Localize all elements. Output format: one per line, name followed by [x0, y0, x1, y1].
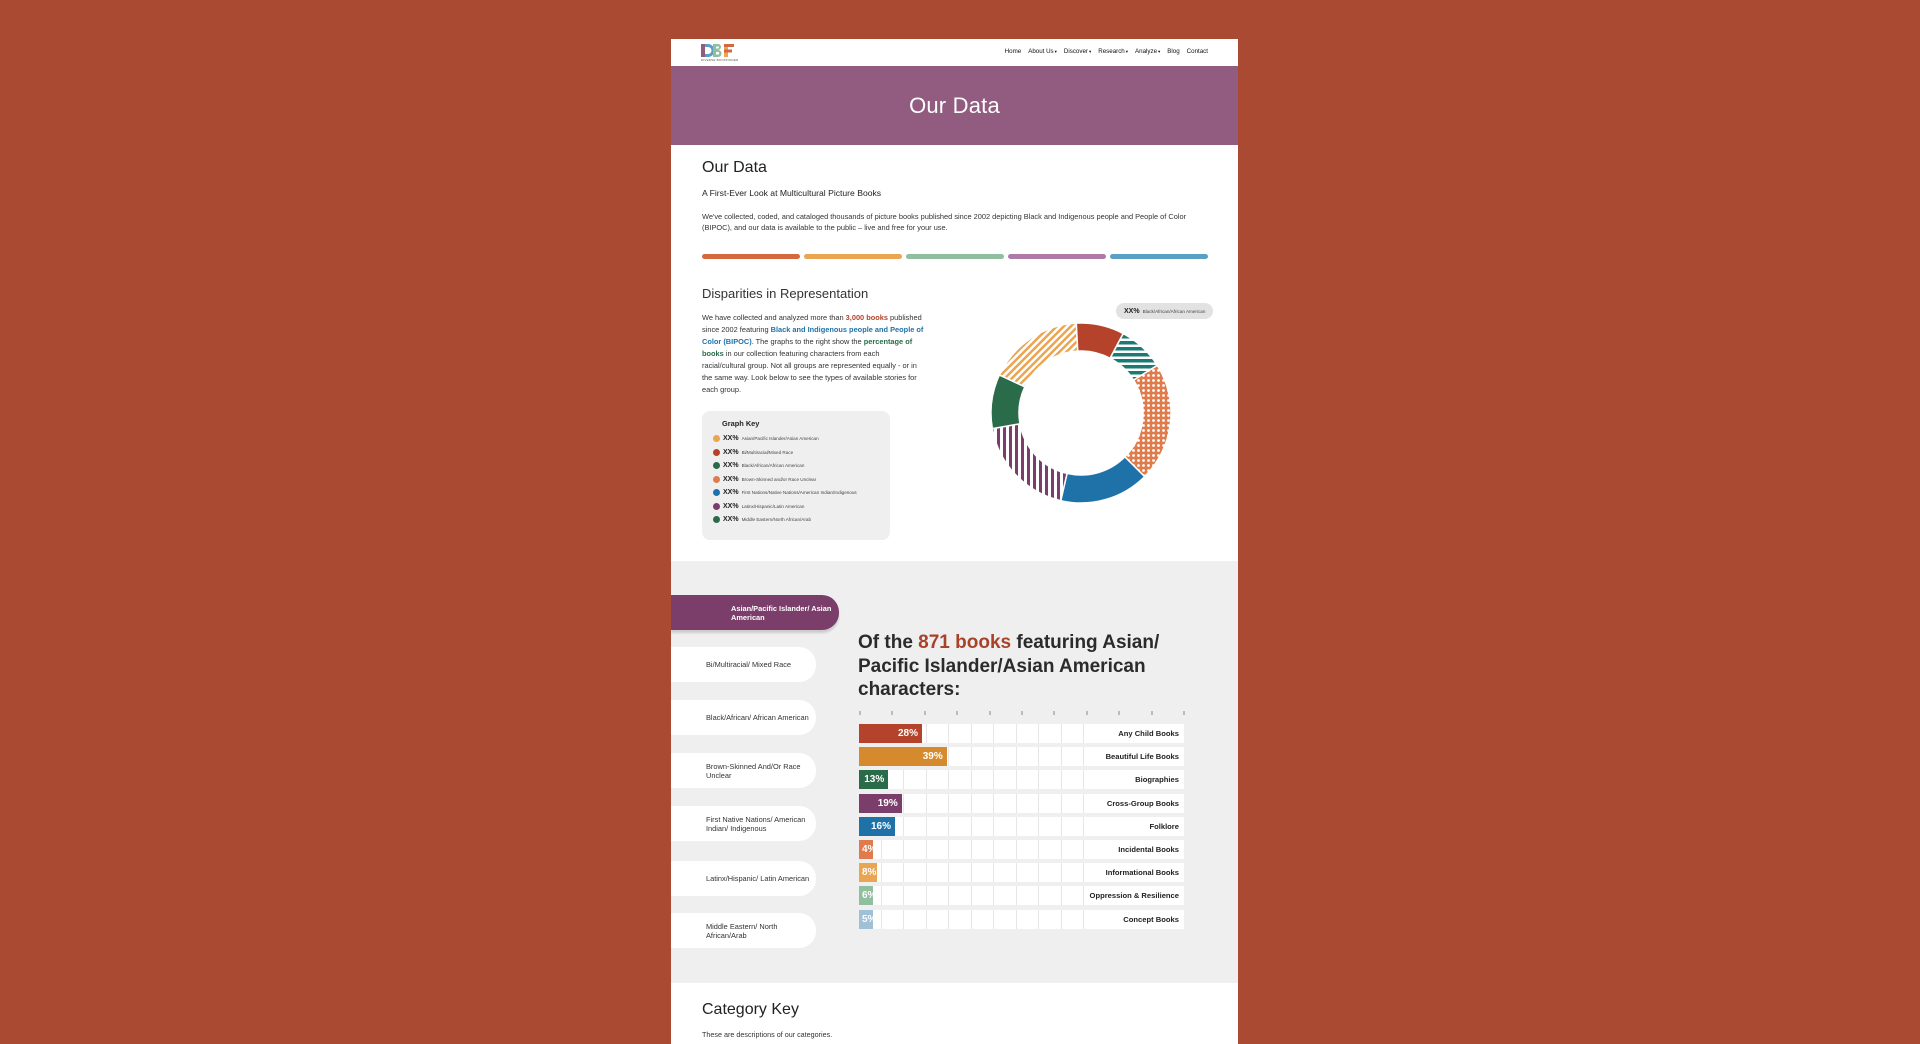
- group-tab-label: Middle Eastern/ North African/Arab: [706, 921, 778, 940]
- grid-cell: [994, 863, 1017, 882]
- bar-category-label: Beautiful Life Books: [1105, 752, 1179, 762]
- nav-item-label: About Us: [1028, 48, 1054, 55]
- bar-grid: [859, 910, 1084, 929]
- bipoc-highlight: Black and Indigenous people and People of Color (BIPOC): [702, 325, 924, 346]
- axis-tick: [1151, 711, 1153, 715]
- grid-cell: [1039, 886, 1062, 905]
- bar-category-label: Any Child Books: [1118, 729, 1179, 738]
- donut-slice-latinx[interactable]: [992, 424, 1067, 501]
- nav-item-label: Contact: [1186, 48, 1208, 55]
- bar-row: [859, 817, 1184, 836]
- bar-grid: [859, 840, 1084, 859]
- grid-cell: [949, 886, 972, 905]
- group-tab-label: Black/African/ African American: [706, 713, 809, 722]
- para-text-1: We have collected and analyzed more than: [702, 313, 846, 322]
- bar-value-label: 6%: [862, 890, 877, 902]
- grid-cell: [972, 817, 995, 836]
- grid-cell: [1039, 863, 1062, 882]
- nav-item-label: Research: [1098, 48, 1125, 55]
- grid-cell: [972, 747, 995, 766]
- stat-prefix: Of the: [858, 632, 919, 653]
- graph-key-list: [713, 432, 880, 527]
- grid-cell: [972, 910, 995, 929]
- grid-cell: [882, 886, 905, 905]
- grid-cell: [1017, 863, 1040, 882]
- group-tab-2[interactable]: [671, 647, 816, 682]
- donut-slice-brown-skinned[interactable]: [1125, 365, 1171, 476]
- group-tab-1[interactable]: [671, 595, 839, 630]
- group-tab-label: Brown-Skinned And/Or Race Unclear: [706, 761, 801, 780]
- disparities-paragraph: [702, 312, 924, 396]
- grid-cell: [927, 910, 950, 929]
- grid-cell: [904, 770, 927, 789]
- grid-cell: [994, 817, 1017, 836]
- grid-cell: [1017, 724, 1040, 743]
- group-tab-5[interactable]: [671, 806, 816, 841]
- page: [671, 39, 1238, 1044]
- grid-cell: [904, 817, 927, 836]
- bar-category-label: Biographies: [1135, 775, 1179, 785]
- grid-cell: [904, 794, 927, 813]
- caret-down-icon: ▾: [1158, 49, 1161, 54]
- grid-cell: [994, 794, 1017, 813]
- nav-item-home[interactable]: [1005, 48, 1022, 55]
- graph-key: [702, 411, 890, 540]
- grid-cell: [994, 724, 1017, 743]
- graph-key-item: [713, 446, 880, 460]
- bar[interactable]: [859, 863, 877, 882]
- bar-value-label: 19%: [877, 797, 898, 809]
- nav-item-blog[interactable]: [1167, 48, 1179, 55]
- bar-value-label: 13%: [864, 774, 885, 786]
- grid-cell: [949, 910, 972, 929]
- grid-cell: [1039, 910, 1062, 929]
- graph-key-label: Black/African/African American: [741, 463, 805, 469]
- grid-cell: [972, 794, 995, 813]
- stat-count: 871 books: [918, 632, 1012, 653]
- grid-cell: [1062, 910, 1085, 929]
- grid-cell: [949, 724, 972, 743]
- caret-down-icon: ▾: [1125, 49, 1128, 54]
- grid-cell: [1017, 910, 1040, 929]
- nav-item-label: Discover: [1063, 48, 1088, 55]
- grid-cell: [904, 910, 927, 929]
- caret-down-icon: ▾: [1088, 49, 1092, 54]
- nav-item-label: Blog: [1167, 48, 1180, 55]
- grid-cell: [1062, 817, 1085, 836]
- grid-cell: [1017, 840, 1040, 859]
- group-tab-label: Bi/Multiracial/ Mixed Race: [706, 660, 792, 669]
- tooltip-label: Black/African/African American: [1142, 308, 1206, 314]
- grid-cell: [1062, 863, 1085, 882]
- bar[interactable]: [859, 910, 877, 929]
- grid-cell: [1062, 724, 1085, 743]
- grid-cell: [949, 840, 972, 859]
- bar[interactable]: [859, 817, 895, 836]
- grid-cell: [1017, 770, 1040, 789]
- axis-tick: [1118, 711, 1120, 715]
- grid-cell: [972, 863, 995, 882]
- para-text-4: in our collection featuring characters from each racial/cultural group. Not all groups are represented equally - or in the same way. Look below to see the types of available stories for each group.: [702, 349, 917, 394]
- grid-cell: [1062, 770, 1085, 789]
- graph-key-label: Bi/Multiracial/Mixed Race: [741, 449, 794, 455]
- grid-cell: [1039, 770, 1062, 789]
- grid-cell: [1017, 817, 1040, 836]
- grid-cell: [927, 886, 950, 905]
- bar-row: [859, 886, 1184, 905]
- axis-tick: [924, 711, 926, 715]
- legend-dot-icon: [713, 462, 720, 469]
- grid-cell: [949, 770, 972, 789]
- graph-key-label: Asian/Pacific Islander/Asian American: [741, 436, 819, 442]
- percentage-highlight: percentage of books: [702, 337, 913, 358]
- grid-cell: [927, 817, 950, 836]
- intro-subheading: A First-Ever Look at Multicultural Picture Books: [702, 188, 882, 198]
- graph-key-title: Graph Key: [722, 419, 760, 428]
- intro-section: [671, 145, 1238, 233]
- grid-cell: [949, 863, 972, 882]
- books-count: 3,000 books: [845, 313, 888, 322]
- legend-dot-icon: [713, 449, 720, 456]
- nav-item-discover[interactable]: [1064, 48, 1091, 55]
- grid-cell: [1039, 817, 1062, 836]
- bar-value-label: 4%: [862, 844, 877, 855]
- graph-key-item: [713, 486, 880, 500]
- representation-donut-chart: [961, 293, 1201, 533]
- bar[interactable]: [859, 770, 888, 789]
- grid-cell: [1062, 747, 1085, 766]
- grid-cell: [1039, 724, 1062, 743]
- grid-cell: [927, 724, 950, 743]
- bar-category-label: Folklore: [1149, 821, 1179, 831]
- grid-cell: [994, 840, 1017, 859]
- grid-cell: [994, 910, 1017, 929]
- legend-dot-icon: [713, 489, 720, 496]
- grid-cell: [1039, 794, 1062, 813]
- caret-down-icon: ▾: [1054, 49, 1057, 54]
- bar-value-label: 39%: [922, 751, 943, 763]
- axis-tick: [859, 711, 861, 715]
- grid-cell: [1039, 840, 1062, 859]
- nav-item-contact[interactable]: [1187, 48, 1208, 55]
- bar[interactable]: [859, 794, 902, 813]
- category-bar-chart: [859, 711, 1187, 941]
- graph-key-item: [713, 473, 880, 487]
- intro-description: We've collected, coded, and cataloged thousands of picture books published since 2002 depicting Black and Indigenous people and People of Color (BIPOC), and our data is available to the public – live and free for your use.: [702, 212, 1187, 232]
- donut-slice-native[interactable]: [1061, 457, 1145, 503]
- bar-grid: [859, 886, 1084, 905]
- grid-cell: [949, 817, 972, 836]
- graph-key-pct: XX%: [723, 462, 739, 470]
- group-tab-6[interactable]: [671, 861, 816, 896]
- group-tab-3[interactable]: [671, 700, 816, 735]
- grid-cell: [882, 910, 905, 929]
- bar-value-label: 16%: [870, 820, 891, 832]
- grid-cell: [1017, 794, 1040, 813]
- category-key-heading: Category Key: [702, 1001, 799, 1018]
- axis-tick: [1086, 711, 1088, 715]
- group-tab-label: Asian/Pacific Islander/ Asian American: [731, 603, 832, 622]
- grid-cell: [1062, 840, 1085, 859]
- bar-row: [859, 794, 1184, 813]
- bar-category-label: Informational Books: [1105, 868, 1179, 878]
- grid-cell: [972, 840, 995, 859]
- grid-cell: [972, 724, 995, 743]
- tooltip-pct: XX%: [1124, 307, 1140, 315]
- grid-cell: [927, 794, 950, 813]
- grid-cell: [994, 747, 1017, 766]
- group-tab-label: First Native Nations/ American Indian/ Indigenous: [706, 814, 806, 833]
- bar-value-label: 8%: [862, 867, 877, 879]
- grid-cell: [994, 770, 1017, 789]
- bar-category-label: Incidental Books: [1118, 845, 1179, 854]
- grid-cell: [882, 863, 905, 882]
- bar-category-label: Oppression & Resilience: [1089, 891, 1179, 901]
- main-nav: [1005, 48, 1208, 55]
- axis-tick: [891, 711, 893, 715]
- grid-cell: [972, 886, 995, 905]
- bar[interactable]: [859, 840, 877, 859]
- bar-grid: [859, 770, 1084, 789]
- graph-key-label: Middle Eastern/North African/Arab: [741, 517, 812, 523]
- hero-banner: [671, 66, 1238, 145]
- axis-ticks: [859, 711, 1187, 717]
- grid-cell: [927, 770, 950, 789]
- grid-cell: [1017, 747, 1040, 766]
- axis-tick: [989, 711, 991, 715]
- graph-key-item: [713, 513, 880, 527]
- site-logo[interactable]: [701, 44, 741, 62]
- grid-cell: [949, 794, 972, 813]
- legend-dot-icon: [713, 503, 720, 510]
- bar-row: [859, 910, 1184, 929]
- grid-cell: [1039, 747, 1062, 766]
- grid-cell: [904, 886, 927, 905]
- legend-dot-icon: [713, 435, 720, 442]
- graph-key-pct: XX%: [723, 448, 739, 456]
- grid-cell: [1017, 886, 1040, 905]
- bar-row: [859, 770, 1184, 789]
- logo-tagline: DIVERSE BOOKFINDER: [701, 58, 739, 62]
- nav-item-analyze[interactable]: [1135, 48, 1160, 55]
- graph-key-label: First Nations/Native Nations/American Indian/Indigenous: [741, 490, 857, 496]
- grid-cell: [972, 770, 995, 789]
- hero-title: Our Data: [909, 92, 1000, 118]
- grid-cell: [927, 863, 950, 882]
- group-tab-4[interactable]: [671, 753, 816, 788]
- bar-grid: [859, 863, 1084, 882]
- graph-key-pct: XX%: [723, 475, 739, 483]
- axis-tick: [1183, 711, 1185, 715]
- graph-key-item: [713, 500, 880, 514]
- graph-key-pct: XX%: [723, 502, 739, 510]
- disparities-section: [671, 259, 1238, 537]
- group-tab-label: Latinx/Hispanic/ Latin American: [706, 874, 810, 883]
- grid-cell: [927, 840, 950, 859]
- stat-suffix: featuring Asian/ Pacific Islander/Asian American characters:: [858, 632, 1160, 700]
- graph-key-pct: XX%: [723, 516, 739, 524]
- bar-category-label: Cross-Group Books: [1106, 798, 1179, 808]
- logo-letters-icon: [701, 44, 735, 57]
- group-tab-7[interactable]: [671, 913, 816, 948]
- chart-tooltip: [1116, 303, 1213, 319]
- grid-cell: [994, 886, 1017, 905]
- navbar: [671, 39, 1238, 66]
- axis-tick: [956, 711, 958, 715]
- grid-cell: [904, 840, 927, 859]
- category-key-subtext: These are descriptions of our categories.: [702, 1030, 833, 1039]
- legend-dot-icon: [713, 476, 720, 483]
- stat-heading: [858, 631, 1198, 702]
- grid-cell: [1062, 794, 1085, 813]
- graph-key-pct: XX%: [723, 489, 739, 497]
- bar[interactable]: [859, 724, 922, 743]
- grid-cell: [949, 747, 972, 766]
- graph-key-pct: XX%: [723, 435, 739, 443]
- grid-cell: [1062, 886, 1085, 905]
- nav-item-label: Analyze: [1135, 48, 1158, 55]
- grid-cell: [882, 840, 905, 859]
- legend-dot-icon: [713, 516, 720, 523]
- nav-item-label: Home: [1004, 48, 1022, 55]
- nav-item-about-us[interactable]: [1028, 48, 1057, 55]
- donut-slices: [991, 323, 1171, 503]
- bar-value-label: 5%: [862, 913, 877, 925]
- breakdown-section: [671, 561, 1238, 983]
- nav-item-research[interactable]: [1098, 48, 1128, 55]
- para-text-3: . The graphs to the right show the: [751, 337, 864, 346]
- logo-mark: [701, 44, 741, 57]
- intro-heading: Our Data: [702, 159, 767, 176]
- axis-tick: [1021, 711, 1023, 715]
- donut-slice-asian[interactable]: [999, 323, 1077, 387]
- grid-cell: [904, 863, 927, 882]
- disparities-heading: Disparities in Representation: [702, 286, 869, 301]
- bar[interactable]: [859, 747, 947, 766]
- bar[interactable]: [859, 886, 877, 905]
- graph-key-item: [713, 459, 880, 473]
- bar-category-label: Concept Books: [1123, 914, 1179, 924]
- graph-key-item: [713, 432, 880, 446]
- bar-row: [859, 863, 1184, 882]
- axis-tick: [1053, 711, 1055, 715]
- para-text-2: published since 2002 featuring: [702, 313, 922, 334]
- bar-value-label: 28%: [897, 728, 918, 739]
- graph-key-label: Brown-Skinned and/or Race Unclear: [741, 476, 817, 482]
- graph-key-label: Latinx/Hispanic/Latin American: [741, 503, 805, 509]
- bar-row: [859, 724, 1184, 743]
- bar-row: [859, 840, 1184, 859]
- bar-row: [859, 747, 1184, 766]
